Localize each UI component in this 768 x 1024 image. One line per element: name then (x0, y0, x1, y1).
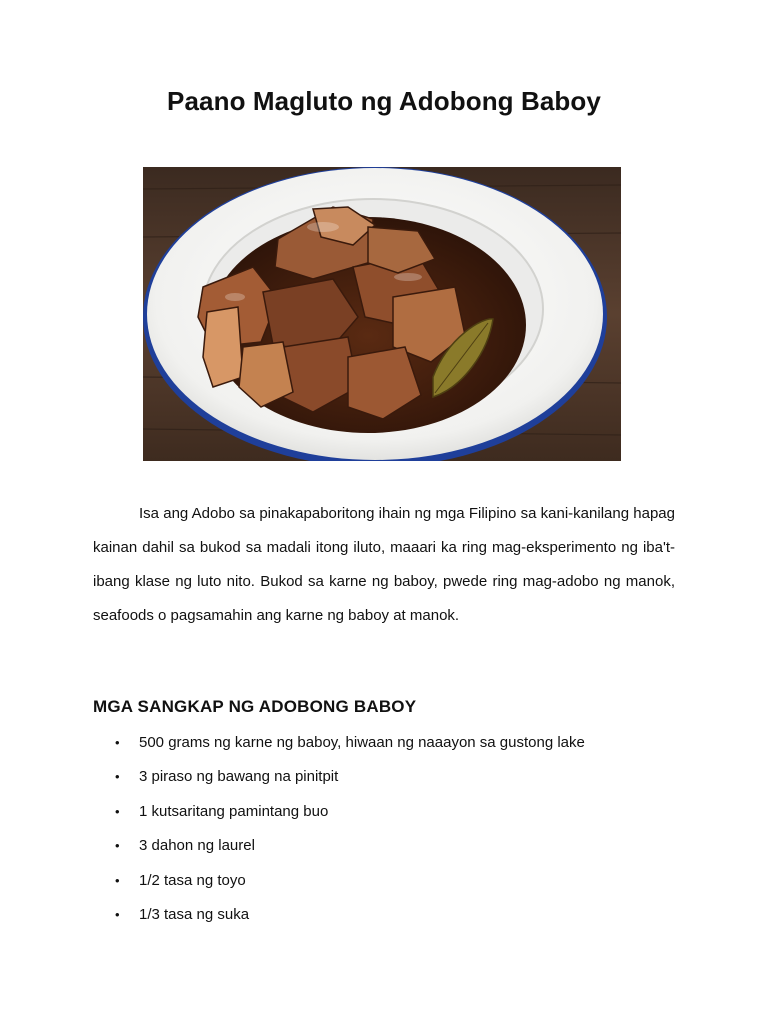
ingredient-text: 1/2 tasa ng toyo (139, 871, 246, 889)
list-item (93, 833, 585, 867)
ingredient-text: 500 grams ng karne ng baboy, hiwaan ng naaayon sa gustong lake (139, 734, 585, 751)
list-item (93, 764, 585, 798)
ingredient-text: 1 kutsaritang pamintang buo (139, 802, 329, 820)
ingredient-text: 3 dahon ng laurel (139, 837, 255, 855)
adobo-photo (143, 167, 621, 461)
ingredients-heading: MGA SANGKAP NG ADOBONG BABOY (93, 697, 417, 716)
bullet-icon: • (115, 872, 120, 888)
bullet-icon: • (115, 838, 120, 854)
bullet-icon: • (115, 803, 120, 819)
ingredient-text: 3 piraso ng bawang na pinitpit (139, 768, 339, 786)
list-item (93, 730, 585, 764)
list-item (93, 902, 585, 936)
ingredients-list (93, 730, 585, 936)
bullet-icon: • (115, 906, 120, 922)
list-item (93, 868, 585, 902)
bullet-icon: • (115, 735, 120, 750)
intro-paragraph: Isa ang Adobo sa pinakapaboritong ihain ng mga Filipino sa kani-kanilang hapag kainan dahil sa bukod sa madali itong iluto, maaari ka ring mag-eksperimento ng iba't-ibang klase ng luto nito. Bukod sa karne ng baboy, pwede ring mag-adobo ng manok, seafoods o pagsamahin ang karne ng baboy at manok. (93, 505, 675, 624)
page-title: Paano Magluto ng Adobong Baboy (167, 86, 601, 116)
list-item (93, 799, 585, 833)
bullet-icon: • (115, 769, 120, 785)
ingredient-text: 1/3 tasa ng suka (139, 905, 250, 923)
